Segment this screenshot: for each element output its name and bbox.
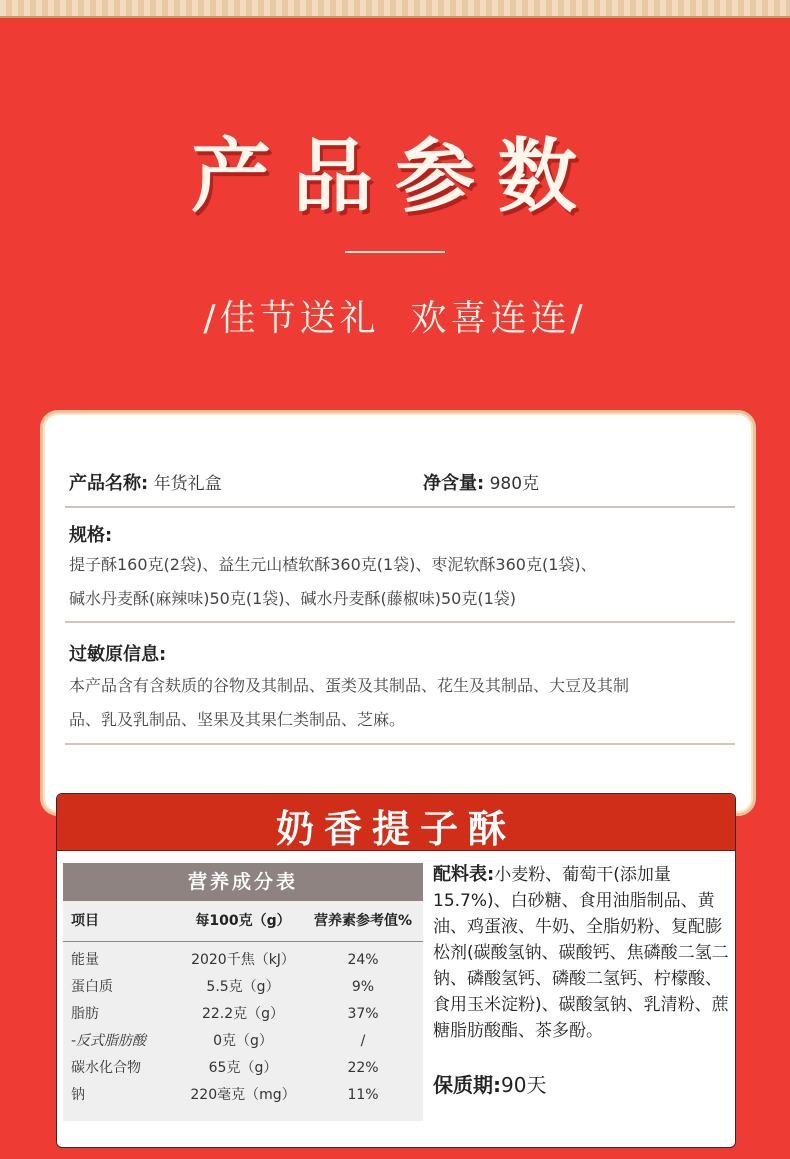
- table-row: [63, 947, 423, 974]
- nutrition-table-header: [63, 901, 423, 942]
- nutrient-nrv: 11%: [347, 1087, 379, 1103]
- allergen-label: 过敏原信息:: [69, 644, 167, 665]
- nutrient-nrv: 37%: [347, 1006, 379, 1022]
- shelf-life-value: 90天: [501, 1073, 547, 1097]
- shelf-life-label: 保质期:: [433, 1073, 501, 1097]
- product-name-label: 产品名称:: [69, 473, 149, 494]
- product-name-heading: 奶香提子酥: [275, 806, 516, 851]
- net-weight-label: 净含量:: [423, 473, 485, 494]
- page-subtitle: /佳节送礼 欢喜连连/: [203, 298, 587, 339]
- allergen-text: [69, 669, 729, 737]
- nutrient-amount: 2020千焦（kJ）: [191, 952, 295, 968]
- nutrient-name: 钠: [71, 1087, 85, 1103]
- nutrition-table-title: 营养成分表: [63, 863, 423, 901]
- nutrition-table: [63, 863, 423, 1121]
- table-row: [63, 1001, 423, 1028]
- nutrient-amount: 0克（g）: [213, 1033, 273, 1049]
- decorative-top-border: [0, 0, 790, 18]
- spec-label: 规格:: [69, 525, 113, 546]
- allergen-line: 品、乳及乳制品、坚果及其果仁类制品、芝麻。: [69, 710, 406, 729]
- divider: [65, 621, 735, 623]
- shelf-life: [433, 1069, 546, 1098]
- product-detail-card: [56, 793, 736, 1148]
- table-row: [63, 1082, 423, 1109]
- nutrient-name: -反式脂肪酸: [71, 1033, 147, 1049]
- ingredients-list: [433, 862, 729, 1044]
- spec-text: [69, 548, 729, 616]
- table-row: [63, 1028, 423, 1055]
- ingredients-label: 配料表:: [433, 864, 495, 885]
- divider: [65, 506, 735, 508]
- product-info-card: [40, 410, 756, 816]
- divider: [65, 743, 735, 745]
- nutrient-name: 蛋白质: [71, 979, 113, 995]
- column-header-item: 项目: [71, 913, 99, 929]
- nutrient-amount: 5.5克（g）: [206, 979, 280, 995]
- nutrient-amount: 65克（g）: [208, 1060, 278, 1076]
- table-row: [63, 974, 423, 1001]
- nutrient-nrv: 9%: [351, 979, 375, 995]
- spec-line: 碱水丹麦酥(麻辣味)50克(1袋)、碱水丹麦酥(藤椒味)50克(1袋): [69, 589, 517, 608]
- net-weight-value: 980克: [489, 474, 540, 494]
- spec-line: 提子酥160克(2袋)、益生元山楂软酥360克(1袋)、枣泥软酥360克(1袋)、: [69, 555, 597, 574]
- column-header-per100g: 每100克（g）: [195, 913, 291, 929]
- nutrient-nrv: /: [360, 1033, 366, 1049]
- nutrient-name: 能量: [71, 952, 99, 968]
- product-banner: [57, 794, 735, 851]
- table-row: [63, 1055, 423, 1082]
- product-name-row: [69, 469, 222, 495]
- product-name-value: 年货礼盒: [153, 474, 222, 494]
- column-header-nrv: 营养素参考值%: [313, 913, 413, 929]
- net-weight-row: [423, 469, 539, 495]
- title-divider: [345, 251, 445, 253]
- nutrient-name: 碳水化合物: [71, 1060, 141, 1076]
- nutrient-amount: 220毫克（mg）: [190, 1087, 296, 1103]
- nutrient-nrv: 24%: [347, 952, 379, 968]
- allergen-line: 本产品含有含麸质的谷物及其制品、蛋类及其制品、花生及其制品、大豆及其制: [69, 676, 630, 695]
- nutrient-nrv: 22%: [347, 1060, 379, 1076]
- nutrient-amount: 22.2克（g）: [201, 1006, 285, 1022]
- ingredients-text: 小麦粉、葡萄干(添加量15.7%)、白砂糖、食用油脂制品、黄油、鸡蛋液、牛奶、全脂奶粉、复配膨松剂(碳酸氢钠、碳酸钙、焦磷酸二氢二钠、磷酸氢钙、磷酸二氢钙、柠檬酸、食用玉米淀粉)、碳酸氢钠、乳清粉、蔗糖脂肪酸酯、茶多酚。: [433, 865, 729, 1041]
- nutrient-name: 脂肪: [71, 1006, 99, 1022]
- page-title: 产品参数: [191, 129, 599, 223]
